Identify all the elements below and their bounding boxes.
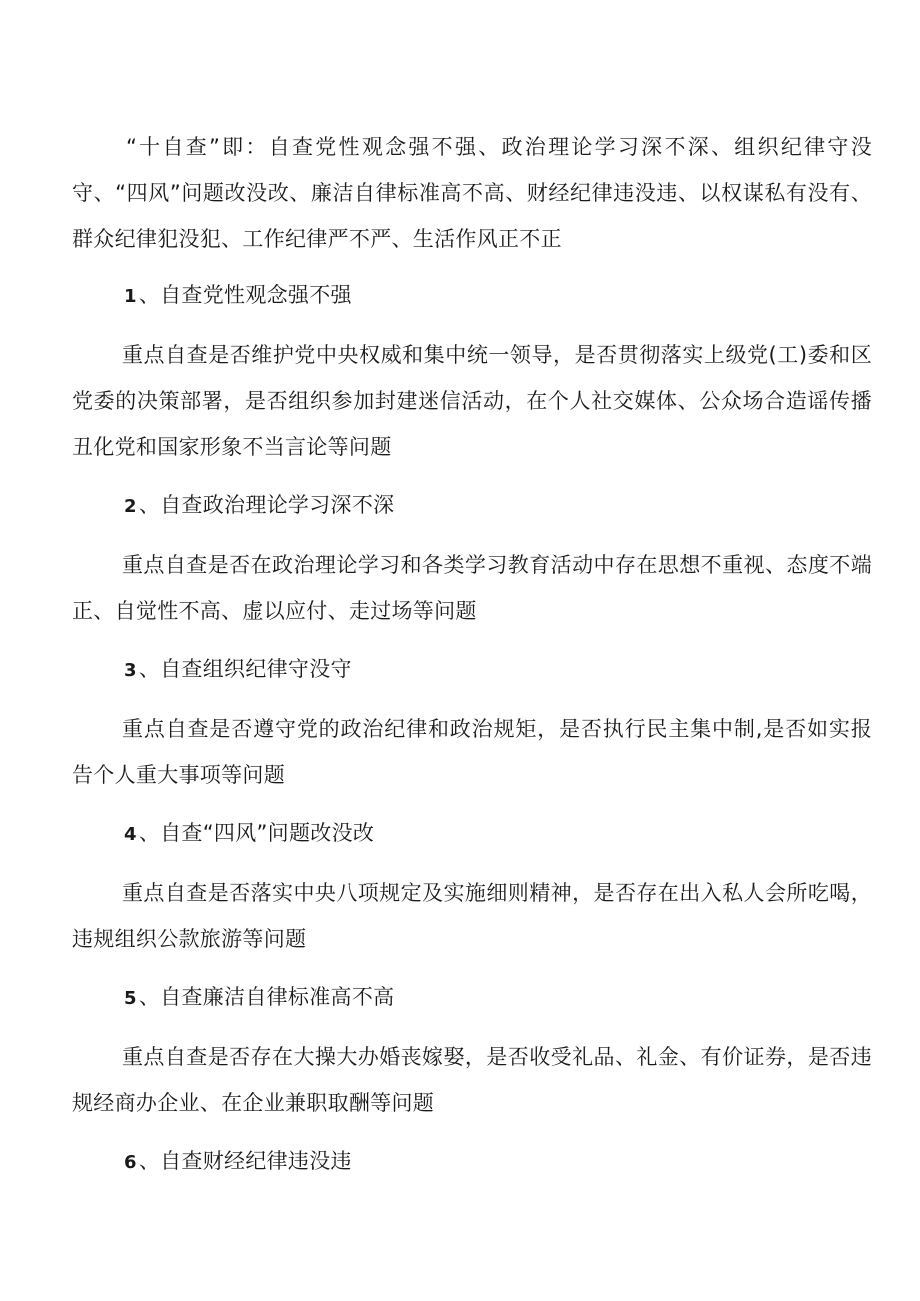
- intro-paragraph: “十自查”即：自查党性观念强不强、政治理论学习深不深、组织纪律守没守、“四风”问题改没改、廉洁自律标准高不高、财经纪律违没违、以权谋私有没有、群众纪律犯没犯、工作纪律严不严、生活作风正不正: [72, 135, 872, 251]
- section-body-2: 重点自查是否在政治理论学习和各类学习教育活动中存在思想不重视、态度不端正、自觉性不高、虚以应付、走过场等问题: [72, 553, 872, 623]
- section-number: 4: [124, 824, 137, 845]
- section-title: 、自查财经纪律违没违: [138, 1149, 352, 1173]
- section-title: 、自查党性观念强不强: [138, 283, 352, 307]
- section-body-5: 重点自查是否存在大操大办婚丧嫁娶，是否收受礼品、礼金、有价证券，是否违规经商办企业、在企业兼职取酬等问题: [72, 1045, 872, 1115]
- section-body-4: 重点自查是否落实中央八项规定及实施细则精神，是否存在出入私人会所吃喝，违规组织公款旅游等问题: [72, 881, 872, 951]
- section-body-3: 重点自查是否遵守党的政治纪律和政治规矩，是否执行民主集中制,是否如实报告个人重大事项等问题: [72, 717, 872, 787]
- section-number: 5: [124, 988, 137, 1009]
- section-title: 、自查廉洁自律标准高不高: [138, 985, 395, 1009]
- section-number: 6: [124, 1152, 137, 1173]
- section-heading-4: [72, 810, 872, 858]
- section-heading-3: [72, 646, 872, 694]
- section-heading-6: [72, 1138, 872, 1186]
- section-body-1: 重点自查是否维护党中央权威和集中统一领导，是否贯彻落实上级党(工)委和区党委的决策部署，是否组织参加封建迷信活动，在个人社交媒体、公众场合造谣传播丑化党和国家形象不当言论等问题: [72, 343, 872, 459]
- section-heading-5: [72, 974, 872, 1022]
- section-heading-1: [72, 272, 872, 320]
- section-title: 、自查政治理论学习深不深: [138, 493, 395, 517]
- section-number: 1: [124, 286, 137, 307]
- section-heading-2: [72, 482, 872, 530]
- document-content: [72, 124, 872, 1198]
- section-number: 2: [124, 496, 137, 517]
- section-title: 、自查“四风”问题改没改: [138, 821, 375, 845]
- section-number: 3: [124, 660, 137, 681]
- section-title: 、自查组织纪律守没守: [138, 657, 352, 681]
